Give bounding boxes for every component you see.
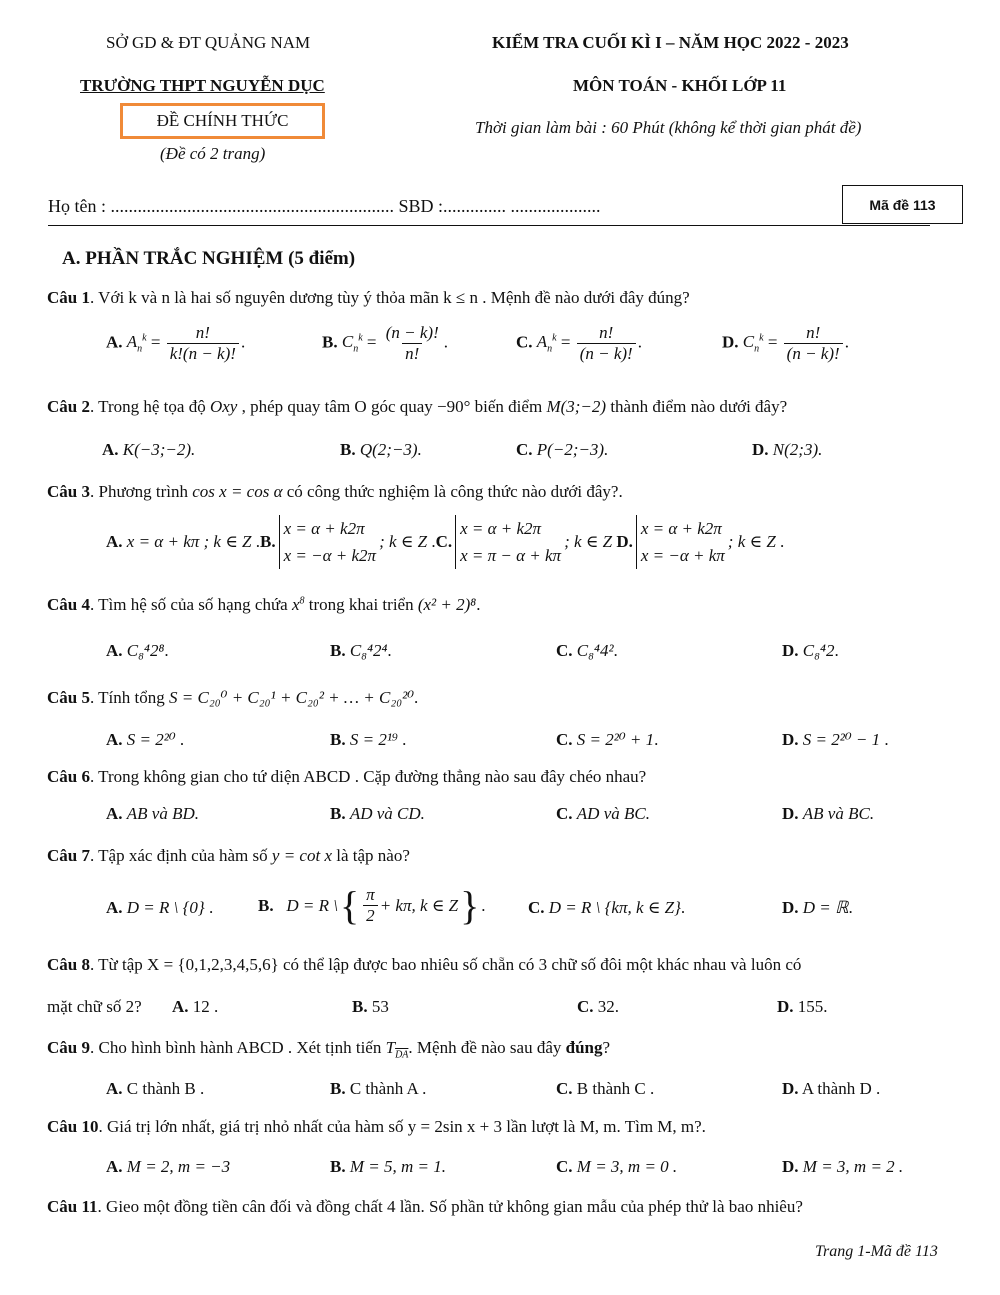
option-label: D. [782,1079,799,1098]
question-2-option-c [516,440,608,460]
question-9-option-b [330,1079,426,1099]
option-label: C. [516,440,533,459]
question-7-option-b: B. D = R \ { $\frac{\pi}{2}$ + kπ, k ∈ Z } . [258,883,486,928]
option-label: D. [782,730,799,749]
option-text: S = 2²⁰ − 1 [802,730,881,749]
question-11 [47,1197,803,1217]
option-text: AB và BC. [802,804,875,823]
option-label: C. [556,1157,573,1176]
question-9-option-a [106,1079,204,1099]
question-1-option-a: A. $A_n^k$ = $\frac{n!}{k!(n - k)!}$ . [106,323,246,363]
question-1-option-c: C. $A_n^k$ = $\frac{n!}{(n - k)!}$ . [516,323,642,363]
school-name: TRƯỜNG THPT NGUYỄN DỤC [80,76,325,95]
question-2-text-b: , phép quay tâm O góc quay −90° biến điểm [237,397,547,416]
option-text: A thành D . [801,1079,881,1098]
option-label: A. [106,532,123,552]
option-text: AD và BC. [576,804,650,823]
question-4-expression: (x² + 2)⁸ [417,595,477,614]
option-text: C₈⁴4² [576,641,614,660]
option-label: B. [322,332,338,352]
option-text: D = ℝ [802,898,849,917]
question-7-label: Câu 7 [47,846,90,865]
option-text: AD và CD. [349,804,425,823]
option-b-system: x = α + k2π x = −α + k2π [279,515,376,569]
option-label: A. [102,440,119,459]
option-text: M = 5, m = 1. [349,1157,446,1176]
question-1 [47,288,690,308]
question-2 [47,397,787,417]
option-label: D. [752,440,769,459]
option-text: 155 [797,997,824,1016]
question-2-label: Câu 2 [47,397,90,416]
question-10-text: . Giá trị lớn nhất, giá trị nhỏ nhất của hàm số y = 2sin x + 3 lần lượt là M, m. Tìm M, m?. [98,1117,706,1136]
question-5: Câu 5. Tính tổng S = C₂₀⁰ + C₂₀¹ + C₂₀² + … + C₂₀²⁰. [47,688,419,707]
question-8-option-b [352,997,389,1017]
question-11-label: Câu 11 [47,1197,98,1216]
option-text: S = 2²⁰ [126,730,176,749]
question-4: Câu 4. Tìm hệ số của số hạng chứa $x^8$ trong khai triển (x² + 2)⁸. [47,595,481,614]
option-text: M = 2, m = −3 [126,1157,231,1176]
option-label: C. [556,1079,573,1098]
question-7-option-c: C. D = R \ {kπ, k ∈ Z}. [528,898,686,917]
name-sbd-line: Họ tên : ............................................................... SBD :.............. .................... [48,196,601,216]
question-1-label: Câu 1 [47,288,90,307]
question-3-text: . Phương trình [89,482,193,501]
option-label: B. [260,532,276,552]
option-text: M = 3, m = 2 . [802,1157,904,1176]
option-label: B. [330,1157,346,1176]
question-3-options: A. x = α + kπ ; k ∈ Z . B. x = α + k2π x = −α + k2π ; k ∈ Z . C. x = α + k2π x = π − α + kπ ; k ∈ Z D. x = α + k2π x = −α + kπ ; k ∈ Z . [106,515,784,569]
question-2-text: . Trong hệ tọa độ [89,397,210,416]
option-text: AB và BD. [126,804,200,823]
question-10 [47,1117,706,1137]
question-6-option-b [330,804,425,824]
question-8-option-a: A. 12 . [172,997,219,1016]
header-divider [48,225,930,226]
question-8 [47,955,801,975]
option-label: B. [340,440,356,459]
question-4-label: Câu 4 [47,595,90,614]
option-text: S = 2¹⁹ [349,730,398,749]
option-label: A. [106,1079,123,1098]
option-text: C₈⁴2⁴ [349,641,388,660]
question-5-text: . Tính tổng [89,688,170,707]
question-6-option-a [106,804,199,824]
option-text: 32. [597,997,620,1016]
question-9-option-d [782,1079,880,1099]
option-label: B. [352,997,368,1016]
option-text: D = R \ {0} [126,898,205,917]
question-1-text: . Với k và n là hai số nguyên dương tùy ý thỏa mãn k ≤ n . Mệnh đề nào dưới đây đúng? [89,288,690,307]
question-1-option-d: D. $C_n^k$ = $\frac{n!}{(n - k)!}$ . [722,323,849,363]
option-text: D = R \ {kπ, k ∈ Z} [548,898,681,917]
option-label: A. [106,898,123,917]
question-9: Câu 9. Cho hình bình hành ABCD . Xét tịnh tiến $T_{\overline{DA}}$. Mệnh đề nào sau đây đúng? [47,1038,611,1061]
question-5-option-a: A. S = 2²⁰ . [106,730,185,749]
option-text: P(−2;−3). [536,440,609,459]
question-3-equation: cos x = cos α [192,482,283,501]
question-4-option-b: B. C₈⁴2⁴. [330,641,392,660]
page-footer: Trang 1-Mã đề 113 [815,1243,938,1260]
pages-note: (Đề có 2 trang) [160,144,266,163]
question-2-option-d [752,440,822,460]
question-3-text-b: có công thức nghiệm là công thức nào dưới đây?. [282,482,623,501]
option-a-text: x = α + kπ ; k ∈ Z [126,532,252,552]
question-7-text-b: là tập nào? [332,846,410,865]
question-9-label: Câu 9 [47,1038,90,1057]
question-3 [47,482,623,502]
option-label: A. [106,1157,123,1176]
question-2-oxy: Oxy [209,397,238,416]
option-label: C. [528,898,545,917]
question-6 [47,767,646,787]
question-10-option-d [782,1157,903,1177]
option-label: B. [330,730,346,749]
option-label: A. [106,641,123,660]
exam-code-box [842,185,963,224]
question-5-expression: S = C₂₀⁰ + C₂₀¹ + C₂₀² + … + C₂₀²⁰ [169,688,415,707]
question-9-option-c [556,1079,654,1099]
question-7 [47,846,410,866]
question-5-label: Câu 5 [47,688,90,707]
option-text: M = 3, m = 0 . [576,1157,678,1176]
section-title: A. PHẦN TRẮC NGHIỆM (5 điểm) [62,248,356,269]
question-4-text-b: trong khai triển [304,595,418,614]
option-label: C. [556,804,573,823]
question-10-option-c [556,1157,677,1177]
option-label: D. [777,997,794,1016]
option-label: A. [172,997,189,1016]
question-5-option-b: B. S = 2¹⁹ . [330,730,407,749]
question-1-option-b: B. $C_n^k$ = $\frac{(n - k)!}{n!}$ . [322,323,448,363]
option-text: C₈⁴2 [802,641,835,660]
question-5-option-c: C. S = 2²⁰ + 1. [556,730,659,749]
option-text: 53 [371,997,389,1016]
question-8-text: . Từ tập X = {0,1,2,3,4,5,6} có thể lập được bao nhiêu số chẵn có 3 chữ số đôi một khác nhau và luôn có [89,955,802,974]
option-label: C. [556,730,573,749]
question-3-label: Câu 3 [47,482,90,501]
question-5-option-d: D. S = 2²⁰ − 1 . [782,730,889,749]
question-6-option-c [556,804,650,824]
option-label: B. [330,804,346,823]
option-text: K(−3;−2). [122,440,196,459]
option-label: D. [782,641,799,660]
option-text: B thành C . [576,1079,655,1098]
option-c-system: x = α + k2π x = π − α + kπ [455,515,561,569]
option-label: D. [722,332,739,352]
question-4-text: . Tìm hệ số của số hạng chứa [89,595,292,614]
question-2-option-b [340,440,422,460]
question-7-function: y = cot x [271,846,332,865]
subject-title: MÔN TOÁN - KHỐI LỚP 11 [573,76,787,95]
question-7-option-d: D. D = ℝ. [782,898,853,917]
question-2-point: M(3;−2) [546,397,607,416]
question-2-option-a [102,440,195,460]
question-4-option-a: A. C₈⁴2⁸. [106,641,169,660]
option-label: C. [435,532,453,552]
option-label: B. [330,641,346,660]
question-8-label: Câu 8 [47,955,90,974]
option-label: D. [616,532,633,552]
option-text: 12 [192,997,210,1016]
option-b-tail: ; k ∈ Z [379,532,428,552]
question-8-line-2: mặt chữ số 2? [47,997,142,1016]
time-note: Thời gian làm bài : 60 Phút (không kể thời gian phát đề) [475,118,862,137]
department-name: SỞ GD & ĐT QUẢNG NAM [106,33,311,52]
question-7-text: . Tập xác định của hàm số [89,846,272,865]
option-label: C. [556,641,573,660]
exam-code: Mã đề 113 [869,196,936,213]
option-label: A. [106,332,123,352]
option-label: D. [782,1157,799,1176]
question-10-label: Câu 10 [47,1117,99,1136]
official-label: ĐỀ CHÍNH THỨC [156,111,289,130]
option-label: B. [330,1079,346,1098]
question-11-text: . Gieo một đồng tiền cân đối và đồng chất 4 lần. Số phần tử không gian mẫu của phép thử là bao nhiêu? [97,1197,803,1216]
option-label: C. [577,997,594,1016]
question-8-option-c [577,997,619,1017]
question-6-option-d [782,804,874,824]
question-2-text-c: thành điểm nào dưới đây? [606,397,788,416]
question-7-option-a: A. D = R \ {0} . [106,898,214,917]
option-text: C thành B . [126,1079,205,1098]
option-text: C₈⁴2⁸ [126,641,165,660]
option-text: S = 2²⁰ + 1 [576,730,655,749]
question-10-option-a [106,1157,230,1177]
option-label: C. [516,332,533,352]
question-4-option-c: C. C₈⁴4². [556,641,618,660]
question-4-option-d: D. C₈⁴2. [782,641,839,660]
option-label: D. [782,898,799,917]
question-8-option-d: D. 155. [777,997,828,1016]
question-9-text: . Cho hình bình hành ABCD . Xét tịnh tiến [89,1038,386,1057]
option-label: A. [106,804,123,823]
option-text: N(2;3). [772,440,823,459]
question-9-text-b: . Mệnh đề nào sau đây [408,1038,566,1057]
question-9-emphasis: đúng [565,1038,603,1057]
question-9-text-c: ? [602,1038,611,1057]
option-label: B. [258,895,274,915]
question-6-text: . Trong không gian cho tứ diện ABCD . Cặp đường thẳng nào sau đây chéo nhau? [89,767,647,786]
question-10-option-b [330,1157,446,1177]
exam-title: KIỂM TRA CUỐI KÌ I – NĂM HỌC 2022 - 2023 [492,33,849,52]
option-d-system: x = α + k2π x = −α + kπ [636,515,725,569]
option-label: D. [782,804,799,823]
option-text: Q(2;−3). [359,440,422,459]
option-label: A. [106,730,123,749]
official-stamp-box [120,103,325,139]
question-6-label: Câu 6 [47,767,90,786]
option-c-tail: ; k ∈ Z [564,532,613,552]
option-text: C thành A . [349,1079,427,1098]
option-d-tail: ; k ∈ Z [727,532,776,552]
